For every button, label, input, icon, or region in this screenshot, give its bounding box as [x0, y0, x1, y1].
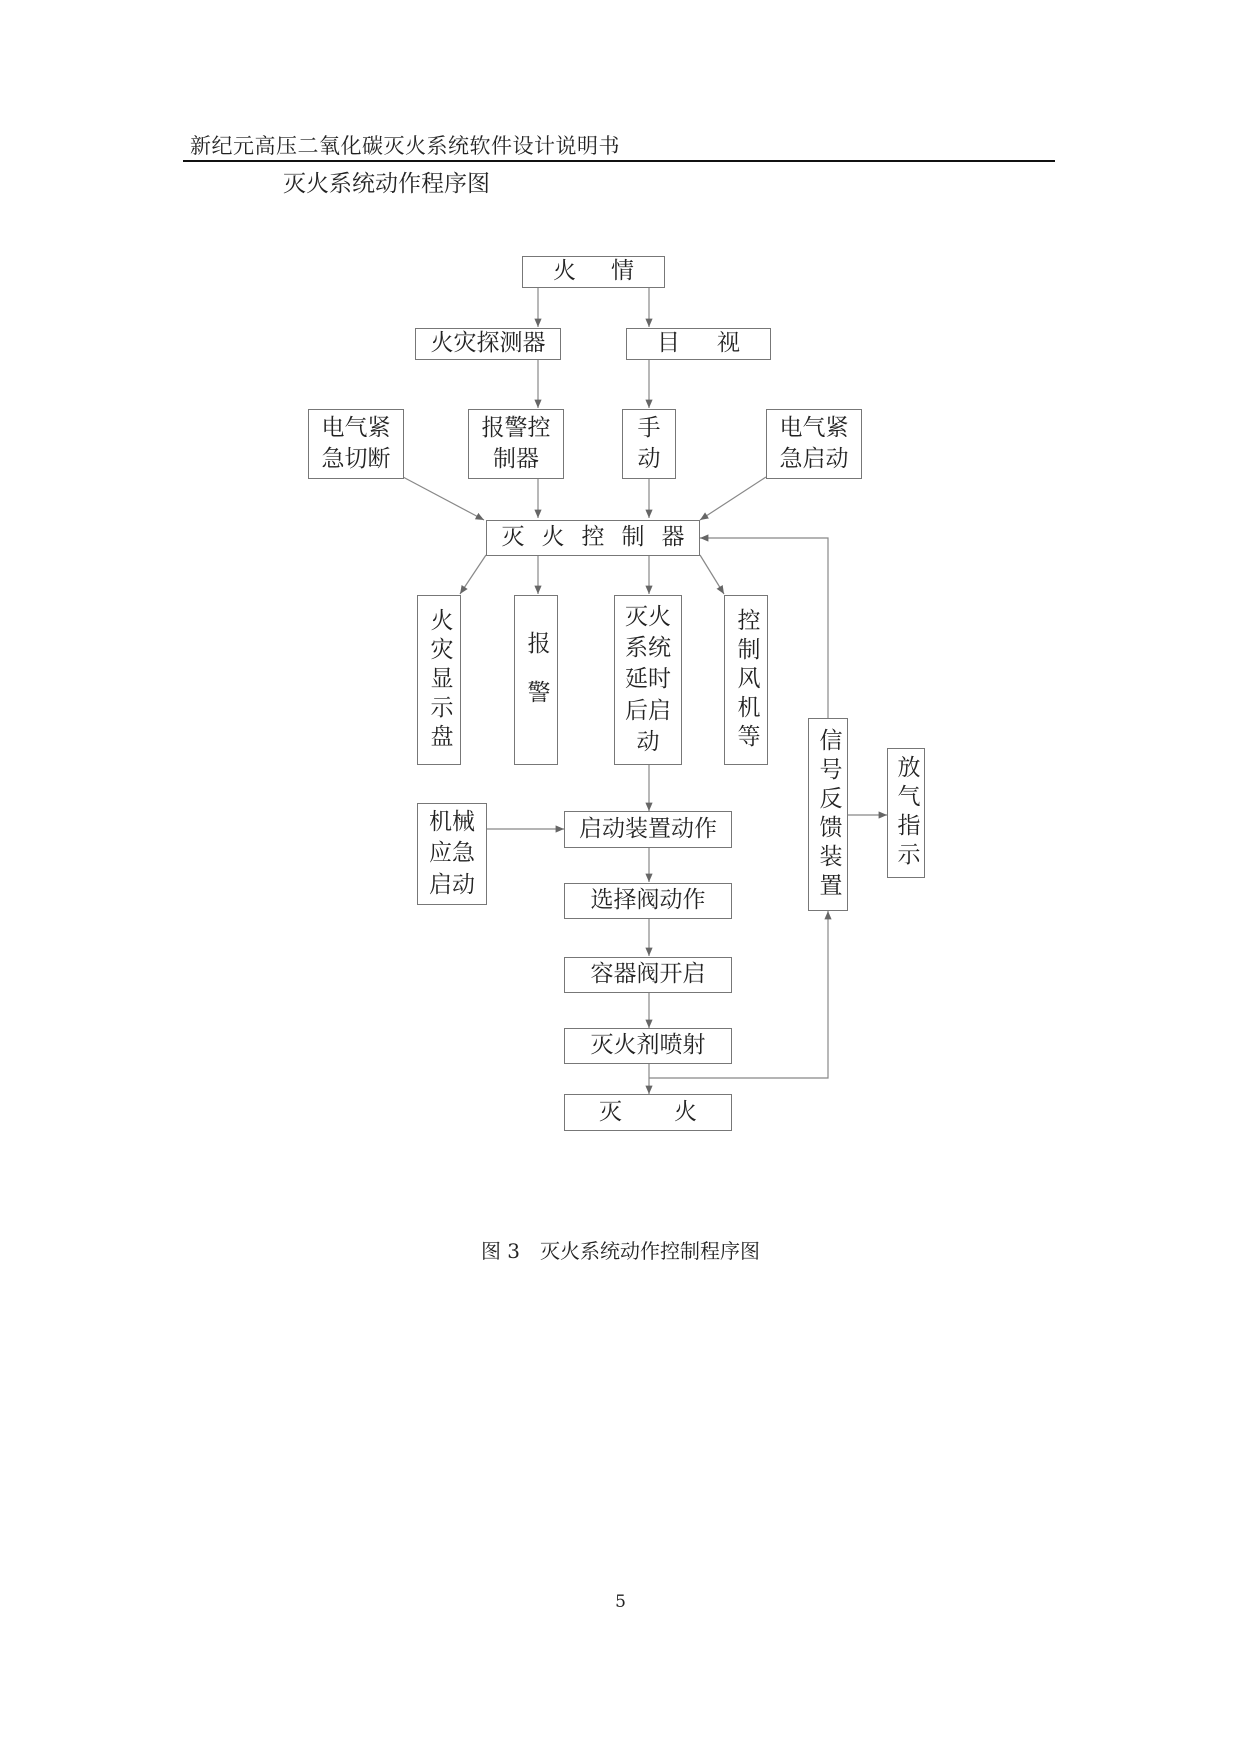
release-indicator-box: [887, 748, 925, 878]
controller-char-3: 控: [581, 524, 605, 551]
visual-box-text-2: 视: [717, 330, 740, 357]
controller-char-5: 器: [661, 524, 685, 551]
visual-box-text-1: 目: [657, 330, 680, 357]
selector-valve-action-box: 选择阀动作: [564, 883, 732, 919]
fan-control-text: 控制风机等: [733, 607, 760, 753]
fire-condition-box: [522, 256, 665, 288]
electric-emergency-start-box: 电气紧 急启动: [766, 409, 862, 479]
fire-detector-box: 火灾探测器: [415, 328, 561, 360]
visual-observation-box: [626, 328, 771, 360]
fire-box-text-2: 情: [611, 258, 634, 285]
fire-box-text-1: 火: [553, 258, 576, 285]
alarm-box: [514, 595, 558, 765]
delayed-start-box: 灭火 系统 延时 后启 动: [614, 595, 682, 765]
alarm-controller-box: 报警控 制器: [468, 409, 564, 479]
controller-char-1: 灭: [501, 524, 525, 551]
controller-char-2: 火: [541, 524, 565, 551]
alarm-text: 报警: [523, 631, 550, 729]
controller-char-4: 制: [621, 524, 645, 551]
container-valve-open-box: 容器阀开启: [564, 957, 732, 993]
document-header-title: 新纪元高压二氧化碳灭火系统软件设计说明书: [190, 134, 620, 158]
fire-extinguished-box: [564, 1094, 732, 1131]
page-number: 5: [615, 1592, 626, 1612]
fire-display-panel-box: [417, 595, 461, 765]
extinguish-text-1: 灭: [599, 1098, 622, 1125]
signal-feedback-device-box: [808, 718, 848, 911]
fire-display-panel-text: 火灾显示盘: [426, 607, 453, 753]
fan-control-box: [724, 595, 768, 765]
start-device-action-box: 启动装置动作: [564, 811, 732, 848]
release-indicator-text: 放气指示: [893, 755, 920, 871]
electric-emergency-cutoff-box: 电气紧 急切断: [308, 409, 404, 479]
mechanical-emergency-start-box: 机械 应急 启动: [417, 803, 487, 905]
signal-feedback-text: 信号反馈装置: [815, 727, 842, 902]
figure-caption: 图 3 灭火系统动作控制程序图: [480, 1239, 761, 1263]
agent-spray-box: 灭火剂喷射: [564, 1028, 732, 1064]
section-title: 灭火系统动作程序图: [283, 171, 490, 197]
fire-extinguishing-controller-box: [486, 520, 700, 556]
manual-box: 手 动: [622, 409, 676, 479]
extinguish-text-2: 火: [674, 1098, 697, 1125]
